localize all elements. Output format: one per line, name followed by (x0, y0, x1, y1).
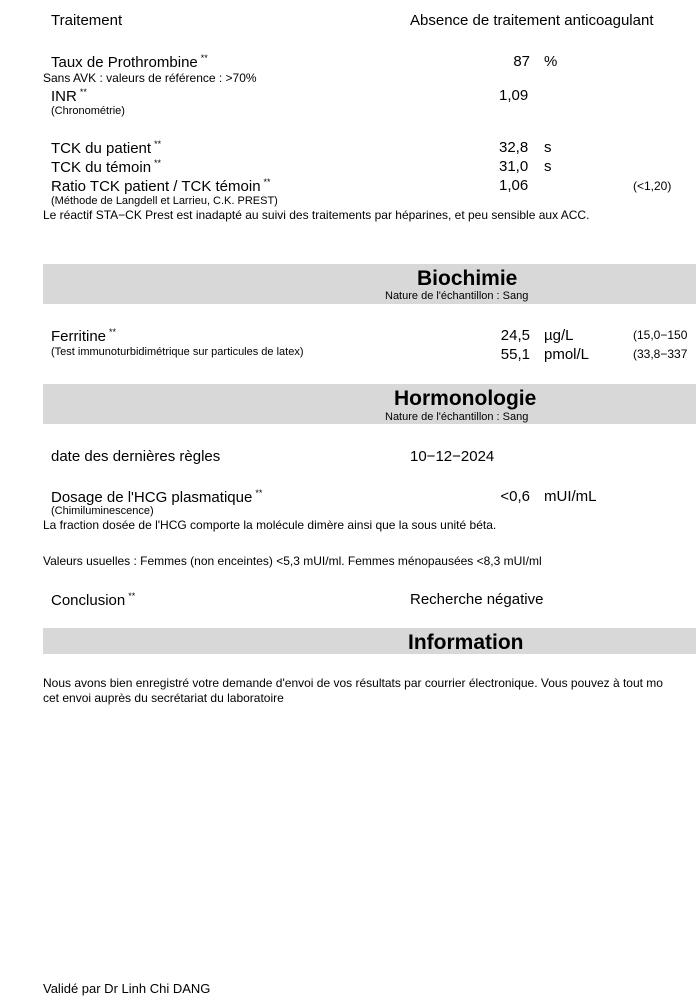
inr-method: (Chronométrie) (51, 105, 125, 117)
reactif-note: Le réactif STA−CK Prest est inadapté au suivi des traitements par héparines, et peu sensible aux ACC. (43, 208, 590, 222)
hormonologie-title: Hormonologie (394, 387, 537, 410)
usual-values: Valeurs usuelles : Femmes (non enceintes) <5,3 mUI/ml. Femmes ménopausées <8,3 mUI/ml (43, 554, 542, 568)
hcg-value: <0,6 (500, 488, 530, 505)
tp-unit: % (544, 53, 558, 70)
ferritine-value-2: 55,1 (500, 346, 530, 363)
information-header (43, 628, 696, 654)
ddr-value: 10−12−2024 (410, 448, 495, 465)
inr-label: INR ** (51, 87, 87, 105)
ferritine-ref-1: (15,0−150 (633, 328, 688, 342)
tp-value: 87 (513, 53, 530, 70)
tck-temoin-label: TCK du témoin ** (51, 158, 162, 176)
hcg-label: Dosage de l'HCG plasmatique ** (51, 488, 263, 506)
ratio-label: Ratio TCK patient / TCK témoin ** (51, 177, 271, 195)
tp-note: Sans AVK : valeurs de référence : >70% (43, 71, 257, 85)
hormonologie-sample: Nature de l'échantillon : Sang (385, 411, 529, 423)
biochimie-title: Biochimie (417, 267, 518, 290)
validated-by: Validé par Dr Linh Chi DANG (43, 981, 211, 996)
ferritine-value-1: 24,5 (500, 327, 530, 344)
ferritine-label: Ferritine ** (51, 327, 117, 345)
tck-patient-value: 32,8 (499, 139, 529, 156)
ferritine-unit-2: pmol/L (544, 346, 590, 363)
information-title: Information (408, 631, 524, 654)
tp-label: Taux de Prothrombine ** (51, 53, 208, 71)
hcg-method: (Chimiluminescence) (51, 505, 154, 517)
information-line-2: cet envoi auprès du secrétariat du laboratoire (43, 691, 284, 705)
tck-patient-unit: s (544, 139, 552, 156)
ratio-ref: (<1,20) (633, 179, 672, 193)
conclusion-value: Recherche négative (410, 591, 544, 608)
traitement-value: Absence de traitement anticoagulant (410, 12, 654, 29)
ferritine-method: (Test immunoturbidimétrique sur particules de latex) (51, 346, 304, 358)
ratio-value: 1,06 (499, 177, 529, 194)
hcg-unit: mUI/mL (544, 488, 597, 505)
biochimie-header (43, 264, 696, 304)
information-line-1: Nous avons bien enregistré votre demande d'envoi de vos résultats par courrier électronique. Vous pouvez à tout mo (43, 676, 663, 690)
ratio-method: (Méthode de Langdell et Larrieu, C.K. PREST) (51, 195, 278, 207)
tck-patient-label: TCK du patient ** (51, 139, 162, 157)
tck-temoin-unit: s (544, 158, 552, 175)
inr-value: 1,09 (499, 87, 529, 104)
hcg-note: La fraction dosée de l'HCG comporte la molécule dimère ainsi que la sous unité béta. (43, 518, 497, 532)
tck-temoin-value: 31,0 (499, 158, 529, 175)
ferritine-unit-1: µg/L (544, 327, 574, 344)
ddr-label: date des dernières règles (51, 448, 221, 465)
ferritine-ref-2: (33,8−337 (633, 347, 688, 361)
hormonologie-header (43, 384, 696, 424)
conclusion-label: Conclusion ** (51, 591, 136, 609)
traitement-label: Traitement (51, 12, 123, 29)
biochimie-sample: Nature de l'échantillon : Sang (385, 290, 529, 302)
